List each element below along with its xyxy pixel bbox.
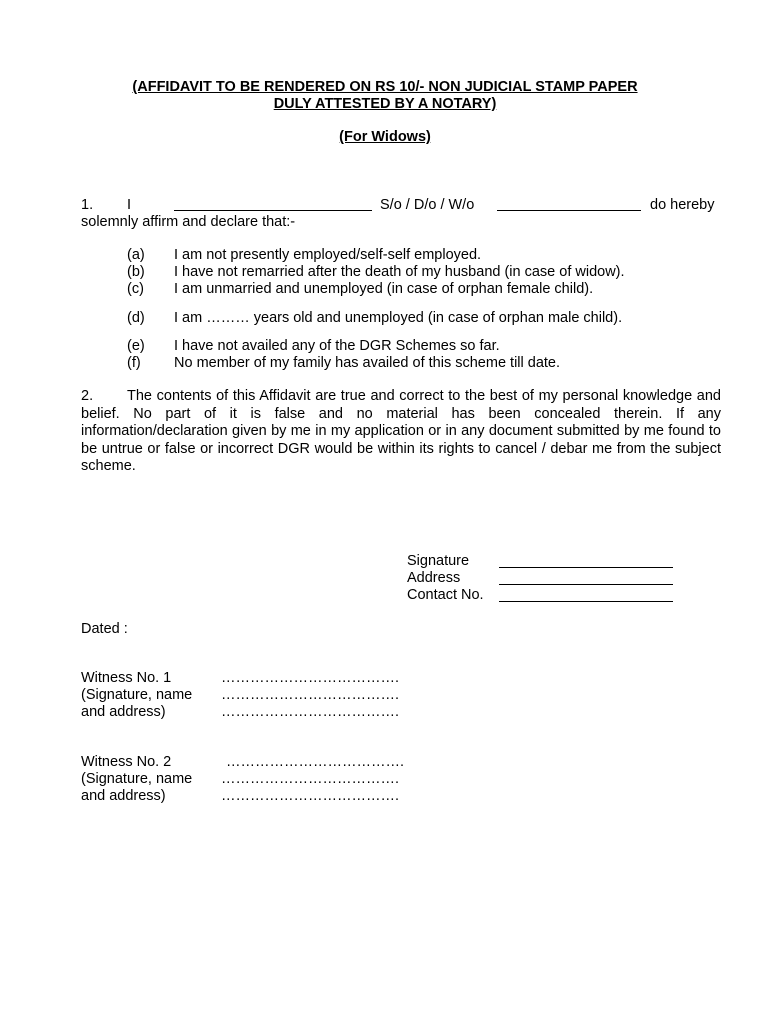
clause-1-number: 1.: [81, 197, 94, 213]
heading-line-1: (AFFIDAVIT TO BE RENDERED ON RS 10/- NON JUDICIAL STAMP PAPER: [132, 79, 638, 95]
declaration-text: I am not presently employed/self-self employed.: [174, 247, 482, 263]
witness-1-dotted-line: ……………………………….: [221, 687, 400, 703]
dated-label: Dated :: [81, 621, 128, 637]
witness-1-address: and address): [81, 704, 166, 720]
relation-label: S/o / D/o / W/o: [380, 197, 475, 213]
clause-1-continuation: solemnly affirm and declare that:-: [81, 214, 296, 230]
declaration-label: (f): [127, 355, 141, 371]
contact-blank-line: [499, 601, 673, 602]
declaration-text: I am ……… years old and unemployed (in case of orphan male child).: [174, 310, 623, 326]
address-label: Address: [407, 570, 461, 586]
witness-1-label: Witness No. 1: [81, 670, 172, 686]
clause-2-number: 2.: [81, 388, 94, 404]
witness-2-label: Witness No. 2: [81, 754, 172, 770]
witness-2-address: and address): [81, 788, 166, 804]
signature-blank-line: [499, 567, 673, 568]
witness-1-dotted-line: ……………………………….: [221, 670, 400, 686]
relation-name-blank-line: [497, 210, 641, 211]
declaration-label: (d): [127, 310, 145, 326]
contact-label: Contact No.: [407, 587, 484, 603]
address-blank-line: [499, 584, 673, 585]
clause-2-text: The contents of this Affidavit are true and correct to the best of my personal knowledge and belief. No part of it is false and no material has been concealed therein. If any information/declaration given by me in my application or in any document submitted by me found to be untrue or false or incorrect DGR would be within its rights to cancel / debar me from the subject scheme.: [81, 388, 721, 474]
signature-label: Signature: [407, 553, 470, 569]
witness-2-dotted-line: ……………………………….: [221, 771, 400, 787]
name-blank-line: [174, 210, 372, 211]
witness-2-dotted-line: ……………………………….: [226, 754, 405, 770]
witness-2-dotted-line: ……………………………….: [221, 788, 400, 804]
declaration-text: No member of my family has availed of this scheme till date.: [174, 355, 561, 371]
clause-2-paragraph: [81, 388, 721, 476]
clause-1-i: I: [127, 197, 132, 213]
declaration-label: (c): [127, 281, 144, 297]
declaration-label: (a): [127, 247, 145, 263]
witness-1-dotted-line: ……………………………….: [221, 704, 400, 720]
heading-subtitle: (For Widows): [339, 129, 431, 145]
declaration-label: (e): [127, 338, 145, 354]
witness-2-signature-name: (Signature, name: [81, 771, 193, 787]
witness-1-signature-name: (Signature, name: [81, 687, 193, 703]
do-hereby: do hereby: [650, 197, 715, 213]
declaration-text: I am unmarried and unemployed (in case of orphan female child).: [174, 281, 594, 297]
declaration-text: I have not availed any of the DGR Schemes so far.: [174, 338, 500, 354]
declaration-label: (b): [127, 264, 145, 280]
heading-line-2: DULY ATTESTED BY A NOTARY): [273, 96, 497, 112]
declaration-text: I have not remarried after the death of my husband (in case of widow).: [174, 264, 625, 280]
